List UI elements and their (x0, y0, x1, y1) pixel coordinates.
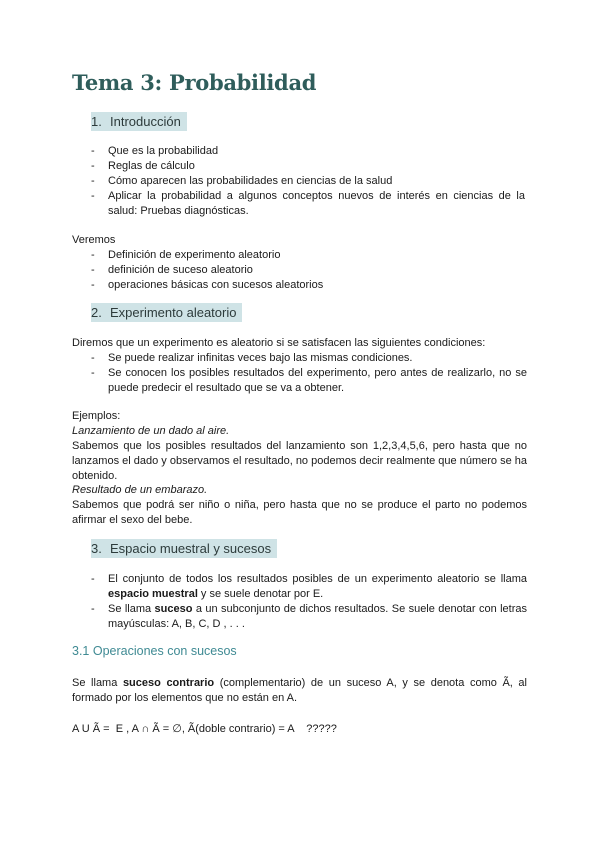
list-item: - Se puede realizar infinitas veces bajo las mismas condiciones. (91, 351, 527, 366)
list-item: - Se conocen los posibles resultados del experimento, pero antes de realizarlo, no se puede predecir el resultado que se va a obtener. (91, 366, 527, 396)
section-heading-introduccion (91, 112, 187, 131)
section-number: 2. (91, 305, 102, 320)
text-run: Se llama (72, 677, 123, 689)
term-espacio-muestral: espacio muestral (108, 588, 198, 600)
term-suceso-contrario: suceso contrario (122, 677, 215, 689)
text-run: a un subconjunto de dichos resultados. Se suele denotar con letras mayúsculas: A, B, C, D , . . . (108, 603, 527, 630)
formula-line: A U Ã = E , A ∩ Ã = ∅, Ã(doble contrario) = A ????? (72, 723, 337, 735)
term-suceso: suceso (154, 603, 193, 615)
experimento-list (91, 351, 527, 396)
subsection-heading-operaciones: 3.1 Operaciones con sucesos (72, 644, 237, 658)
ejemplo1-title: Lanzamiento de un dado al aire. (72, 425, 230, 437)
section-label: Experimento aleatorio (110, 305, 237, 320)
section-heading-espacio (91, 539, 277, 558)
text-run: Se llama (108, 603, 155, 615)
text-run: El conjunto de todos los resultados posibles de un experimento aleatorio se llama (108, 573, 527, 585)
contrario-paragraph (72, 676, 527, 706)
list-item: - Definición de experimento aleatorio (91, 248, 525, 263)
intro-list (91, 144, 525, 219)
list-item: - Aplicar la probabilidad a algunos conceptos nuevos de interés en ciencias de la salud: Pruebas diagnósticas. (91, 189, 525, 219)
veremos-list (91, 248, 525, 293)
section-heading-experimento (91, 303, 242, 322)
text-run: y se suele denotar por E. (197, 588, 324, 600)
experimento-intro: Diremos que un experimento es aleatorio si se satisfacen las siguientes condiciones: (72, 337, 486, 349)
ejemplo2-title: Resultado de un embarazo. (72, 484, 208, 496)
section-number: 1. (91, 114, 102, 129)
section-label: Introducción (110, 114, 181, 129)
section-number: 3. (91, 541, 102, 556)
text-run: (complementario) de un suceso A, y se denota como Ã, al formado por los elementos que no están en A. (72, 677, 527, 704)
espacio-list (91, 572, 527, 632)
list-item (91, 572, 527, 602)
ejemplos-label: Ejemplos: (72, 410, 121, 422)
page-title: Tema 3: Probabilidad (72, 70, 317, 95)
list-item: - Que es la probabilidad (91, 144, 525, 159)
ejemplo1-text: Sabemos que los posibles resultados del lanzamiento son 1,2,3,4,5,6, pero hasta que no lanzamos el dado y observamos el resultado, no podemos decir realmente que número se ha obtenido. (72, 440, 527, 482)
section-label: Espacio muestral y sucesos (110, 541, 272, 556)
list-item: - definición de suceso aleatorio (91, 263, 525, 278)
list-item: - Cómo aparecen las probabilidades en ciencias de la salud (91, 174, 525, 189)
list-item: - Reglas de cálculo (91, 159, 525, 174)
ejemplo2-text: Sabemos que podrá ser niño o niña, pero hasta que no se produce el parto no podemos afirmar el sexo del bebe. (72, 499, 527, 526)
list-item (91, 602, 527, 632)
veremos-label: Veremos (72, 234, 116, 246)
list-item: - operaciones básicas con sucesos aleatorios (91, 278, 525, 293)
